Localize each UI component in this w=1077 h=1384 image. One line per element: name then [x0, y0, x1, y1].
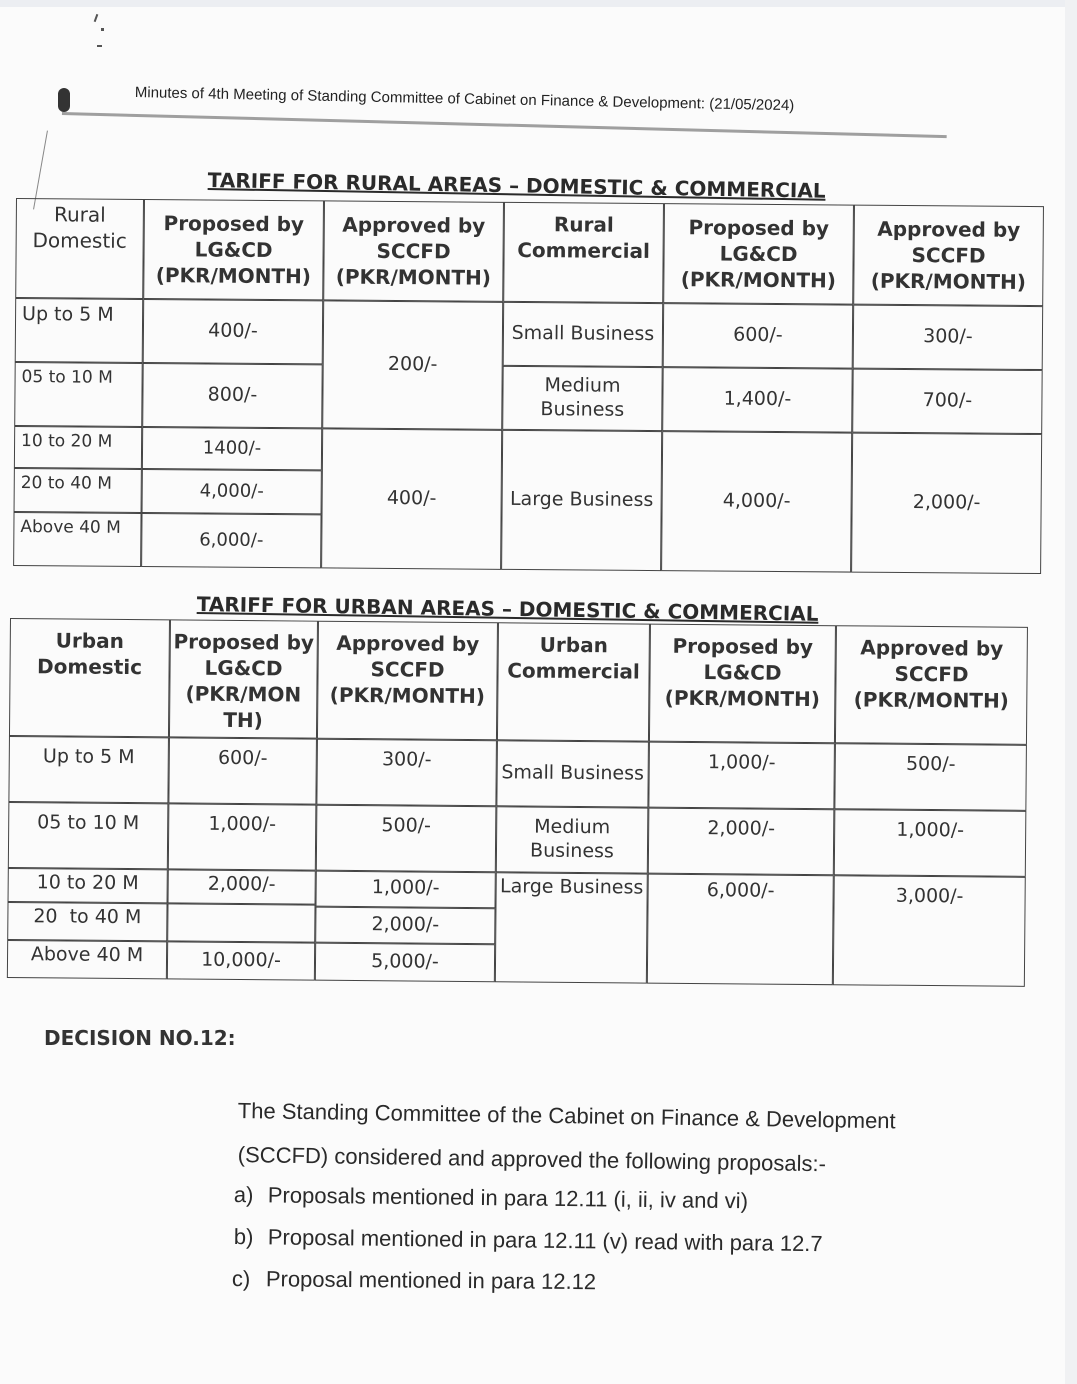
- rural-domestic-slab: 05 to 10 M: [14, 362, 142, 427]
- rural-domestic-proposed: 4,000/-: [142, 469, 322, 514]
- scan-speck: [101, 28, 104, 31]
- rural-commercial-proposed: 600/-: [663, 303, 853, 368]
- decision-item: [234, 1224, 823, 1257]
- urban-commercial-proposed-header: Proposed by LG&CD (PKR/MONTH): [649, 624, 836, 744]
- decision-item: [234, 1182, 748, 1214]
- urban-commercial-proposed: 2,000/-: [648, 808, 835, 876]
- document-header: Minutes of 4th Meeting of Standing Committee of Cabinet on Finance & Development: (21/05/2024): [134, 84, 795, 115]
- urban-domestic-proposed-header: Proposed by LG&CD (PKR/MON TH): [169, 619, 318, 738]
- decision-item: [232, 1266, 596, 1295]
- urban-commercial-category: Large Business: [495, 872, 648, 983]
- header-rule: [62, 112, 947, 138]
- urban-domestic-approved-header: Approved by SCCFD (PKR/MONTH): [317, 621, 498, 741]
- urban-commercial-header: Urban Commercial: [497, 622, 650, 741]
- rural-domestic-proposed: 6,000/-: [141, 513, 321, 568]
- rural-tariff-title: TARIFF FOR RURAL AREAS – DOMESTIC & COMMERCIAL: [207, 168, 826, 203]
- rural-domestic-header: Rural Domestic: [15, 198, 144, 299]
- rural-domestic-slab: 10 to 20 M: [14, 426, 142, 469]
- rural-commercial-header: Rural Commercial: [503, 202, 664, 303]
- scan-top-band: [0, 0, 1077, 7]
- decision-item-marker: b): [233, 1224, 254, 1250]
- urban-domestic-approved: 500/-: [316, 805, 497, 873]
- rural-commercial-approved: 300/-: [853, 305, 1043, 370]
- rural-domestic-slab: Up to 5 M: [15, 298, 143, 363]
- rural-domestic-approved-group: 200/-: [322, 300, 503, 429]
- decision-title: DECISION NO.12:: [44, 1026, 236, 1050]
- urban-tariff-title: TARIFF FOR URBAN AREAS – DOMESTIC & COMMERCIAL: [196, 592, 819, 626]
- decision-item-text: Proposal mentioned in para 12.11 (v) read with para 12.7: [267, 1224, 823, 1257]
- urban-domestic-header: Urban Domestic: [9, 618, 170, 737]
- scan-speck: [97, 45, 102, 47]
- urban-domestic-proposed: 1,000/-: [168, 803, 317, 870]
- decision-item-marker: c): [231, 1266, 251, 1292]
- urban-domestic-proposed: 600/-: [168, 737, 317, 804]
- rural-commercial-category: Medium Business: [502, 366, 662, 431]
- urban-commercial-category: Medium Business: [496, 806, 649, 873]
- rural-domestic-approved-group: 400/-: [321, 428, 502, 569]
- urban-domestic-proposed: 10,000/-: [167, 941, 315, 980]
- urban-domestic-approved: 1,000/-: [315, 871, 495, 909]
- scan-right-band: [1065, 0, 1077, 1384]
- decision-item-marker: a): [233, 1182, 254, 1208]
- rural-domestic-slab: Above 40 M: [13, 512, 141, 567]
- rural-commercial-category: Large Business: [501, 430, 662, 571]
- urban-domestic-slab: 05 to 10 M: [8, 802, 169, 869]
- urban-domestic-approved: 300/-: [316, 739, 497, 807]
- punch-hole-mark: [58, 88, 70, 112]
- rural-domestic-slab: 20 to 40 M: [14, 468, 142, 513]
- rural-domestic-proposed: 1400/-: [142, 427, 322, 470]
- rural-commercial-approved: 2,000/-: [851, 433, 1042, 574]
- rural-commercial-proposed-header: Proposed by LG&CD (PKR/MONTH): [663, 203, 854, 304]
- urban-domestic-slab: 20 to 40 M: [7, 902, 167, 941]
- rural-commercial-proposed: 1,400/-: [662, 367, 852, 432]
- urban-commercial-approved-header: Approved by SCCFD (PKR/MONTH): [835, 625, 1028, 745]
- rural-domestic-proposed: 400/-: [143, 299, 323, 364]
- urban-commercial-category: Small Business: [496, 740, 649, 807]
- scan-speck: [94, 14, 99, 22]
- urban-domestic-slab: Up to 5 M: [8, 736, 169, 803]
- urban-commercial-approved: 1,000/-: [834, 809, 1027, 877]
- urban-domestic-proposed: [167, 903, 315, 942]
- rural-commercial-proposed: 4,000/-: [661, 431, 852, 572]
- urban-domestic-slab: 10 to 20 M: [8, 868, 168, 903]
- urban-commercial-approved: 500/-: [834, 743, 1027, 811]
- urban-domestic-proposed: 2,000/-: [168, 869, 316, 904]
- rural-commercial-category: Small Business: [503, 302, 663, 367]
- urban-domestic-approved: 2,000/-: [315, 907, 495, 945]
- urban-commercial-approved: 3,000/-: [833, 875, 1026, 987]
- decision-intro-line-1: The Standing Committee of the Cabinet on Finance & Development: [237, 1098, 896, 1134]
- urban-commercial-proposed: 1,000/-: [648, 742, 835, 810]
- rural-commercial-approved: 700/-: [852, 369, 1042, 434]
- decision-item-text: Proposals mentioned in para 12.11 (i, ii, iv and vi): [267, 1182, 749, 1214]
- urban-commercial-proposed: 6,000/-: [647, 874, 834, 986]
- urban-domestic-approved: 5,000/-: [315, 943, 495, 983]
- decision-intro-line-2: (SCCFD) considered and approved the following proposals:-: [237, 1142, 827, 1177]
- rural-domestic-proposed: 800/-: [142, 363, 322, 428]
- urban-domestic-slab: Above 40 M: [7, 940, 167, 979]
- rural-domestic-approved-header: Approved by SCCFD (PKR/MONTH): [323, 200, 504, 301]
- rural-domestic-proposed-header: Proposed by LG&CD (PKR/MONTH): [143, 199, 324, 300]
- rural-commercial-approved-header: Approved by SCCFD (PKR/MONTH): [853, 205, 1044, 306]
- decision-item-text: Proposal mentioned in para 12.12: [265, 1266, 597, 1295]
